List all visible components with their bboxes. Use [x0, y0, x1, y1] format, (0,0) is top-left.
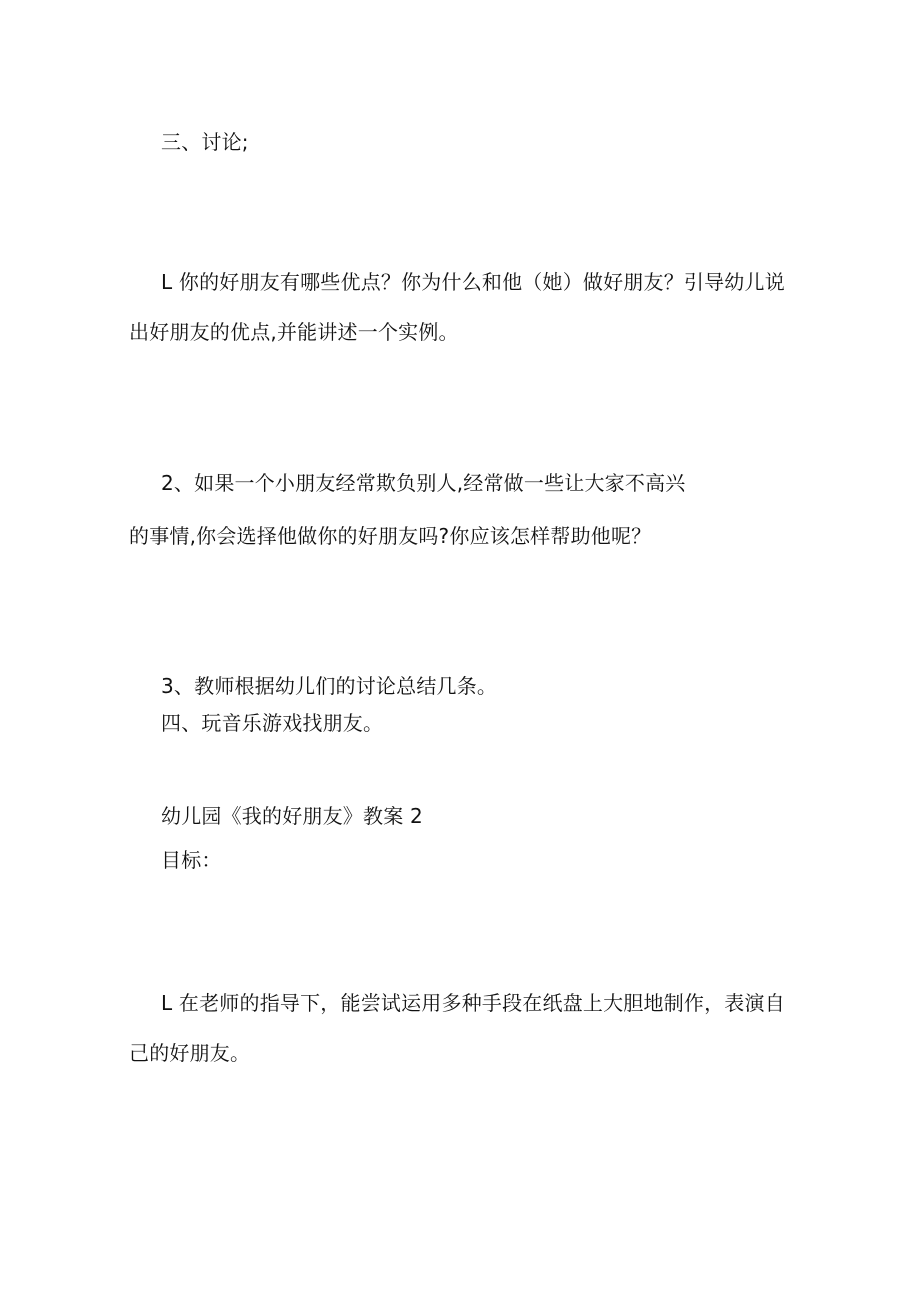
section-heading-discussion: 三、讨论; [161, 130, 249, 154]
goals-heading: 目标： [161, 848, 222, 872]
paragraph-line: 己的好朋友。 [129, 1041, 251, 1065]
paragraph-line: L 你的好朋友有哪些优点？你为什么和他（她）做好朋友？引导幼儿说 [161, 270, 785, 294]
section-heading-music-game: 四、玩音乐游戏找朋友。 [161, 711, 384, 735]
paragraph-line: 的事情,你会选择他做你的好朋友吗?你应该怎样帮助他呢？ [129, 524, 652, 548]
lesson-title: 幼儿园《我的好朋友》教案 2 [161, 804, 423, 828]
paragraph-line: L 在老师的指导下，能尝试运用多种手段在纸盘上大胆地制作，表演自 [161, 991, 785, 1015]
paragraph-line: 2、如果一个小朋友经常欺负别人,经常做一些让大家不高兴 [161, 471, 686, 495]
paragraph-line: 出好朋友的优点,并能讲述一个实例。 [129, 320, 459, 344]
paragraph-line: 3、教师根据幼儿们的讨论总结几条。 [161, 674, 498, 698]
